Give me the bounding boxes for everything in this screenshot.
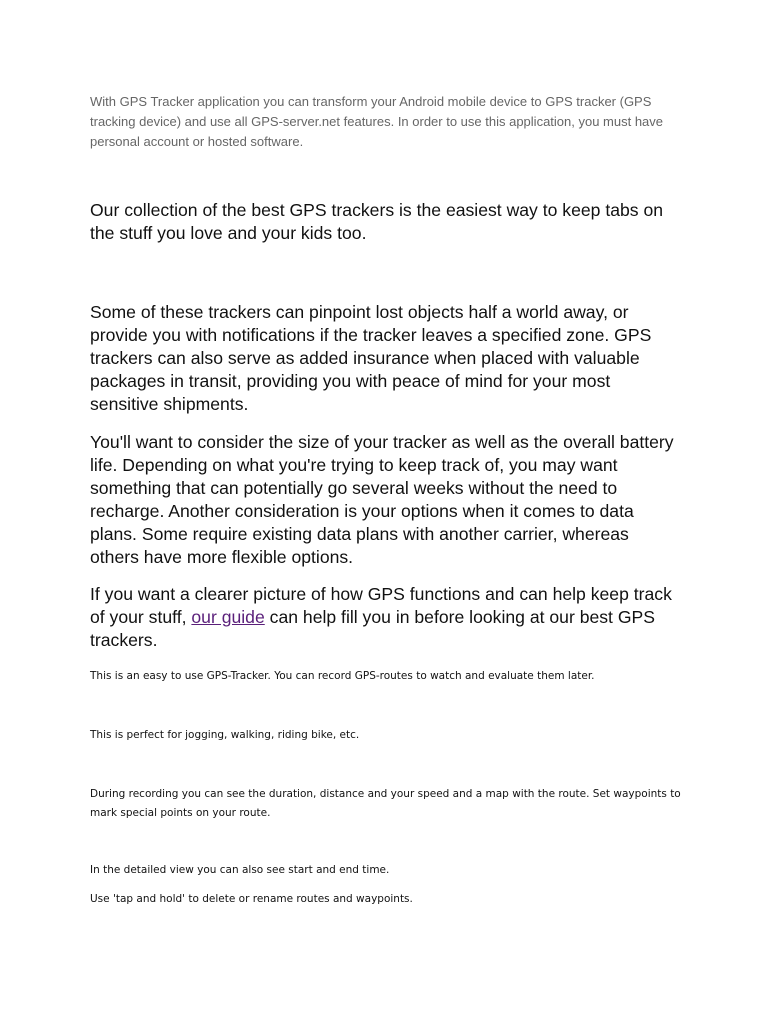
easy-to-use-text: This is an easy to use GPS-Tracker. You can record GPS-routes to watch and evaluate them later. xyxy=(90,670,595,682)
tap-and-hold-text: Use 'tap and hold' to delete or rename routes and waypoints. xyxy=(90,893,413,905)
perfect-for-text: This is perfect for jogging, walking, riding bike, etc. xyxy=(90,729,360,741)
our-guide-link[interactable]: our guide xyxy=(191,607,265,627)
guide-text-before: If you want a clearer picture of how GPS functions and can help keep track of your stuff, xyxy=(90,584,672,627)
consider-paragraph: You'll want to consider the size of your tracker as well as the overall battery life. Depending on what you're trying to keep track of, you may want something that can potentially go several weeks without the need to recharge. Another consideration is your options when it comes to data plans. Some require existing data plans with another carrier, whereas others have more flexible options. xyxy=(90,432,674,567)
guide-paragraph xyxy=(90,583,680,652)
detailed-view-text: In the detailed view you can also see start and end time. xyxy=(90,864,390,876)
intro-paragraph: With GPS Tracker application you can transform your Android mobile device to GPS tracker (GPS tracking device) and use all GPS-server.net features. In order to use this application, you must have personal account or hosted software. xyxy=(90,94,664,149)
guide-text-after: can help fill you in before looking at our best GPS trackers. xyxy=(90,607,655,650)
recording-text: During recording you can see the duration, distance and your speed and a map with the route. Set waypoints to mark special points on your route. xyxy=(90,788,681,819)
collection-paragraph: Our collection of the best GPS trackers is the easiest way to keep tabs on the stuff you love and your kids too. xyxy=(90,200,664,243)
pinpoint-paragraph: Some of these trackers can pinpoint lost objects half a world away, or provide you with notifications if the tracker leaves a specified zone. GPS trackers can also serve as added insurance when placed with valuable packages in transit, providing you with peace of mind for your most sensitive shipments. xyxy=(90,302,652,414)
